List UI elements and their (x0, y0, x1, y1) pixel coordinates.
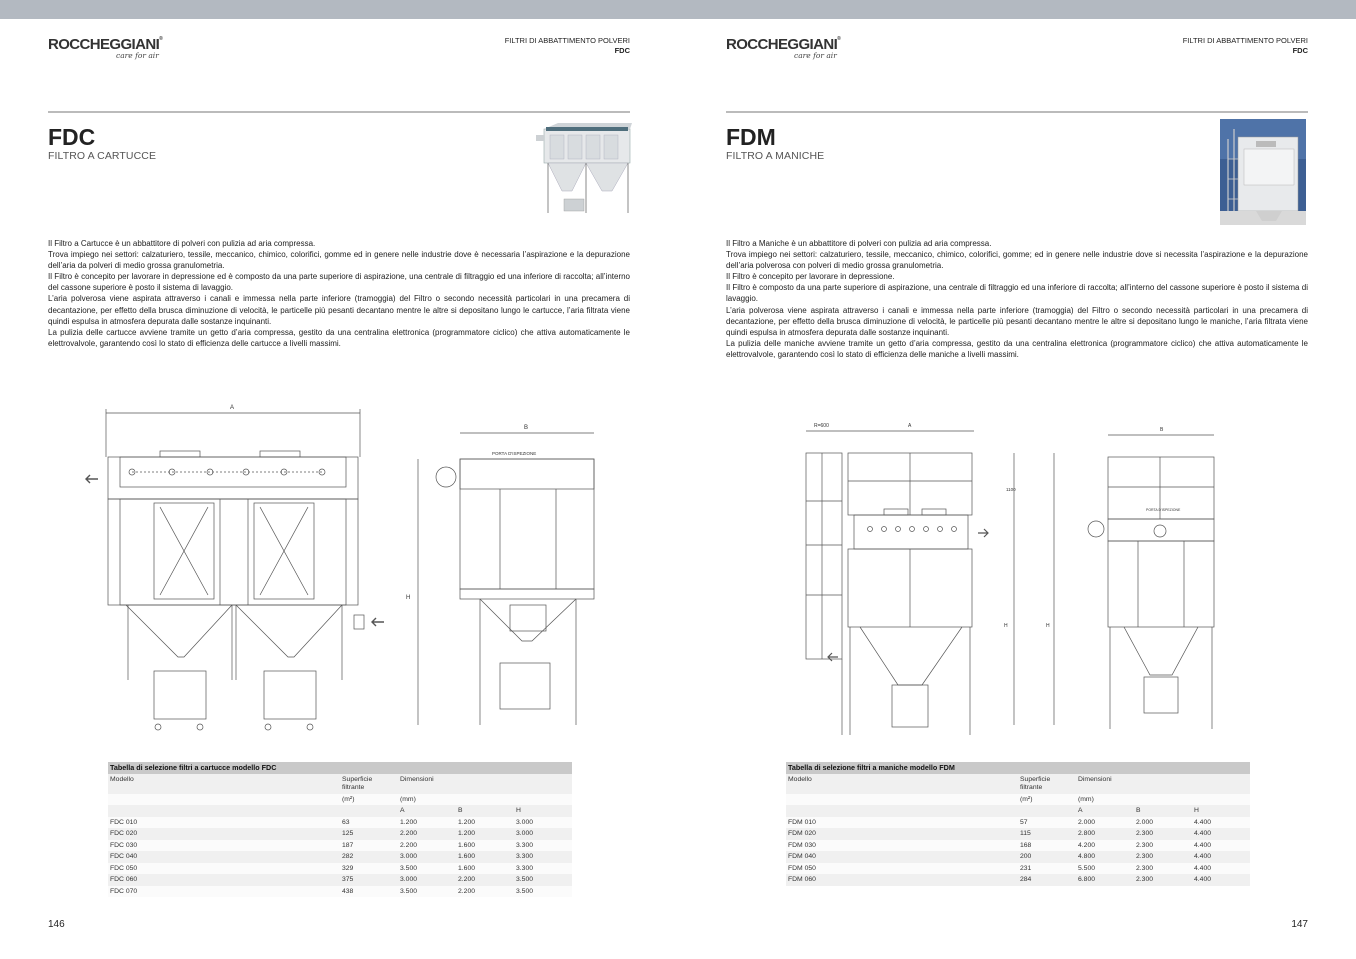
product-description (726, 238, 1308, 360)
col-header-a: A (398, 805, 456, 817)
table-row: FDM 040 200 4.800 2.300 4.400 (786, 851, 1250, 863)
paragraph: L’aria polverosa viene aspirata attraverso i canali e immessa nella parte inferiore (tramoggia) del Filtro o secondo necessità particolari in una precamera di decantazione, per effetto della brusca diminuzione di velocità, le particelle più pesanti decantano mentre le altre si depositano lungo le cartucce, l’aria filtrata viene quindi espulsa in atmosfera depurata dalle sostanze inquinanti. (48, 294, 630, 326)
dim-a-label: A (230, 405, 235, 411)
brand-logo (48, 36, 178, 66)
product-photo (528, 119, 632, 219)
brand-tagline: care for air (116, 51, 159, 60)
section-code: FDC (1292, 46, 1308, 55)
selection-table (786, 762, 1250, 886)
product-subtitle: FILTRO A CARTUCCE (48, 150, 157, 162)
paragraph: Il Filtro a Cartucce è un abbattitore di polveri con pulizia ad aria compressa. (48, 239, 316, 248)
paragraph: Il Filtro a Maniche è un abbattitore di polveri con pulizia ad aria compressa. (726, 239, 992, 248)
page-number: 146 (48, 919, 65, 930)
table-row: FDM 010 57 2.000 2.000 4.400 (786, 817, 1250, 829)
porta-label: PORTA D'ISPEZIONE (492, 451, 537, 456)
table-row: FDC 060 375 3.000 2.200 3.500 (108, 874, 572, 886)
col-header-dims: Dimensioni (398, 774, 572, 794)
table-row: FDC 020 125 2.200 1.200 3.000 (108, 828, 572, 840)
top-bar (0, 0, 1356, 19)
selection-table (108, 762, 572, 897)
table-row: FDC 030 187 2.200 1.600 3.300 (108, 840, 572, 852)
table-row: FDC 010 63 1.200 1.200 3.000 (108, 817, 572, 829)
table-row: FDC 050 329 3.500 1.600 3.300 (108, 863, 572, 875)
dim-a-label: A (908, 423, 912, 429)
paragraph: Trova impiego nei settori: calzaturiero, tessile, meccanico, chimico, colorifici, gomme; ed in genere nelle industrie dove si necessita l’aspirazione e la depurazione dell’aria polverosa con polveri di medio grossa granulometria. (726, 250, 1308, 271)
col-header-model: Modello (786, 774, 1018, 794)
paragraph: Il Filtro è concepito per lavorare in depressione. (726, 272, 895, 282)
paragraph: Il Filtro è composto da una parte superiore di aspirazione, una centrale di filtraggio ed una inferiore di raccolta; all’interno del cassone superiore è posto il sistema di lavaggio. (726, 283, 1308, 304)
table-row: FDC 070 438 3.500 2.200 3.500 (108, 886, 572, 898)
technical-drawing (80, 395, 620, 740)
paragraph: L’aria polverosa viene aspirata attraverso i canali e immessa nella parte inferiore (tramoggia) del Filtro o secondo necessità particolari in una precamera di decantazione, per effetto della brusca diminuzione di velocità, le particelle più pesanti decantano mentre le altre si depositano lungo le maniche, l’aria filtrata viene quindi espulsa in atmosfera depurata dalle sostanze inquinanti. (726, 305, 1308, 337)
dim-h-label: H (406, 595, 411, 601)
header-rule (726, 111, 1308, 113)
dim-b-label: B (1160, 427, 1164, 433)
paragraph: Il Filtro è concepito per lavorare in depressione ed è composto da una parte superiore di aspirazione, una centrale di filtraggio ed una inferiore di raccolta; all’interno del cassone superiore è posto il sistema di lavaggio. (48, 272, 630, 293)
unit-surface: (m²) (340, 794, 398, 806)
table-row: FDM 050 231 5.500 2.300 4.400 (786, 863, 1250, 875)
col-header-h: H (514, 805, 572, 817)
brand-tagline: care for air (794, 51, 837, 60)
section-title: FILTRI DI ABBATTIMENTO POLVERI (504, 36, 630, 45)
unit-dims: (mm) (398, 794, 572, 806)
col-header-b: B (456, 805, 514, 817)
technical-drawing (798, 395, 1228, 740)
dim-1100-label: 1100 (1006, 487, 1016, 492)
page-right (678, 19, 1356, 959)
table-row: FDC 040 282 3.000 1.600 3.300 (108, 851, 572, 863)
porta-label: PORTA D'ISPEZIONE (1146, 508, 1181, 512)
section-title: FILTRI DI ABBATTIMENTO POLVERI (1182, 36, 1308, 45)
dim-h-label: H (1004, 623, 1008, 629)
col-header-model: Modello (108, 774, 340, 794)
col-header-a: A (1076, 805, 1134, 817)
page-left (0, 19, 678, 959)
brand-name: ROCCHEGGIANI® (48, 36, 163, 53)
table-row: FDM 030 168 4.200 2.300 4.400 (786, 840, 1250, 852)
table-caption: Tabella di selezione filtri a cartucce modello FDC (108, 762, 572, 774)
dim-b-label: B (524, 425, 529, 431)
col-header-surface: Superficie filtrante (1018, 774, 1076, 794)
table-caption: Tabella di selezione filtri a maniche modello FDM (786, 762, 1250, 774)
running-header (1183, 36, 1308, 56)
table-row: FDM 020 115 2.800 2.300 4.400 (786, 828, 1250, 840)
section-code: FDC (614, 46, 630, 55)
paragraph: La pulizia delle cartucce avviene tramite un getto d’aria compressa, gestito da una centralina elettronica (programmatore ciclico) che attiva automaticamente le elettrovalvole, garantendo così lo stato di efficienza delle cartucce a livelli massimi. (48, 327, 630, 348)
running-header (505, 36, 630, 56)
unit-dims: (mm) (1076, 794, 1250, 806)
col-header-h: H (1192, 805, 1250, 817)
col-header-dims: Dimensioni (1076, 774, 1250, 794)
product-title: FDC (48, 124, 96, 150)
dim-r-label: R=600 (814, 423, 829, 429)
unit-surface: (m²) (1018, 794, 1076, 806)
brand-name: ROCCHEGGIANI® (726, 36, 841, 53)
dim-h2-label: H (1046, 623, 1050, 629)
header-rule (48, 111, 630, 113)
paragraph: La pulizia delle maniche avviene tramite un getto d’aria compressa, gestito da una centralina elettronica (programmatore ciclico) che attiva automaticamente le elettrovalvole, garantendo così lo stato di efficienza delle maniche a livelli massimi. (726, 338, 1308, 359)
product-description (48, 238, 630, 349)
product-photo (1220, 119, 1306, 225)
product-subtitle: FILTRO A MANICHE (726, 150, 825, 162)
table-row: FDM 060 284 6.800 2.300 4.400 (786, 874, 1250, 886)
paragraph: Trova impiego nei settori: calzaturiero, tessile, meccanico, chimico, colorifici, gomme ed in genere nelle industrie dove è necessaria l’aspirazione e la depurazione dell’aria da polveri di medio grossa granulometria. (48, 250, 630, 271)
page-number: 147 (1291, 919, 1308, 930)
col-header-b: B (1134, 805, 1192, 817)
brand-logo (726, 36, 856, 66)
product-title: FDM (726, 124, 776, 150)
col-header-surface: Superficie filtrante (340, 774, 398, 794)
